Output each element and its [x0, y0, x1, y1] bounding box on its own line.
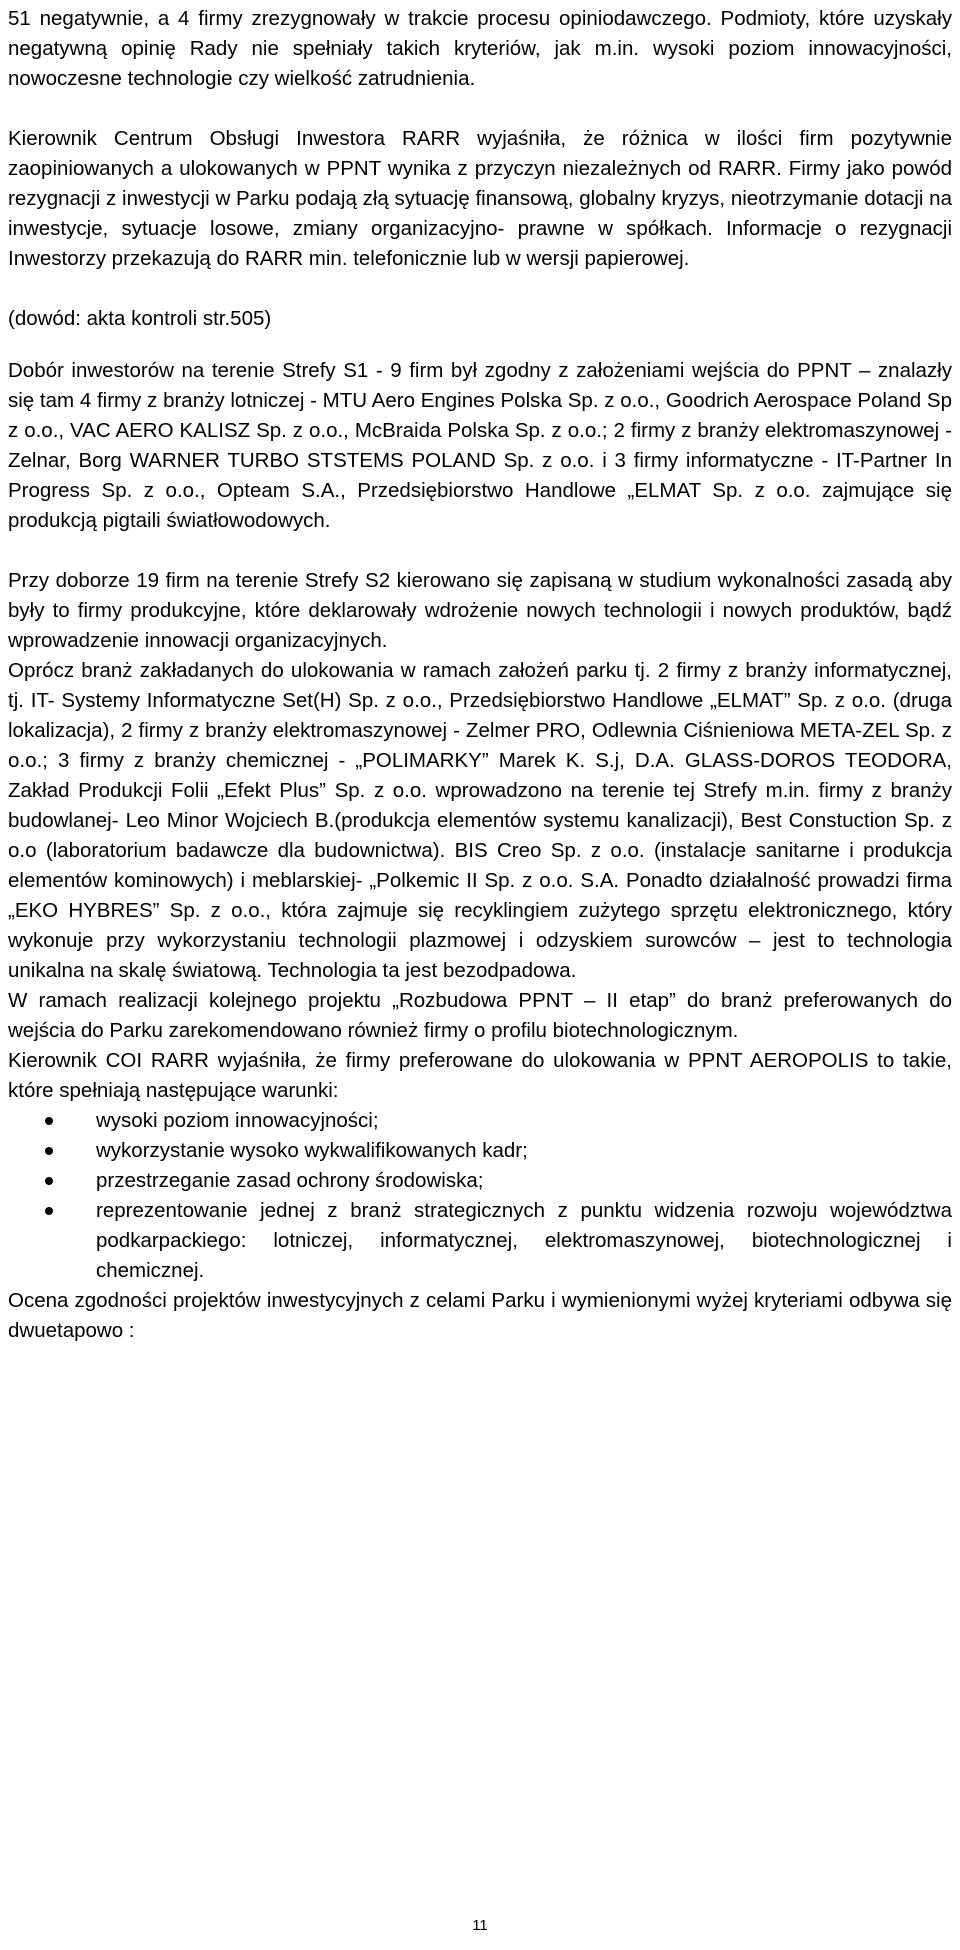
list-item: reprezentowanie jednej z branż strategicznych z punktu widzenia rozwoju województwa podkarpackiego: lotniczej, informatycznej, elektromaszynowej, biotechnologicznej i chemicznej.	[8, 1196, 952, 1286]
paragraph-opinion-results: 51 negatywnie, a 4 firmy zrezygnowały w trakcie procesu opiniodawczego. Podmioty, które uzyskały negatywną opinię Rady nie spełniały takich kryteriów, jak m.in. wysoki poziom innowacyjności, nowoczesne technologie czy wielkość zatrudnienia.	[8, 7, 952, 90]
spacer	[8, 94, 952, 124]
spacer	[8, 334, 952, 356]
paragraph-zone-s1: Dobór inwestorów na terenie Strefy S1 - 9 firm był zgodny z założeniami wejścia do PPNT – znalazły się tam 4 firmy z branży lotniczej - MTU Aero Engines Polska Sp. z o.o., Goodrich Aerospace Poland Sp z o.o., VAC AERO KALISZ Sp. z o.o., McBraida Polska Sp. z o.o.; 2 firmy z branży elektromaszynowej - Zelnar, Borg WARNER TURBO STSTEMS POLAND Sp. z o.o. i 3 firmy informatyczne - IT-Partner In Progress Sp. z o.o., Opteam S.A., Przedsiębiorstwo Handlowe „ELMAT Sp. z o.o. zajmujące się produkcją pigtaili światłowodowych.	[8, 359, 952, 532]
paragraph-zone-s2: Przy doborze 19 firm na terenie Strefy S2 kierowano się zapisaną w studium wykonalności zasadą aby były to firmy produkcyjne, które deklarowały wdrożenie nowych technologii i nowych produktów, bądź wprowadzenie innowacji organizacyjnych.	[8, 569, 952, 652]
spacer	[8, 274, 952, 304]
paragraph-preferred-conditions: Kierownik COI RARR wyjaśniła, że firmy preferowane do ulokowania w PPNT AEROPOLIS to takie, które spełniają następujące warunki:	[8, 1049, 952, 1102]
evidence-reference: (dowód: akta kontroli str.505)	[8, 307, 272, 330]
paragraph-coi-explanation: Kierownik Centrum Obsługi Inwestora RARR wyjaśniła, że różnica w ilości firm pozytywnie zaopiniowanych a ulokowanych w PPNT wynika z przyczyn niezależnych od RARR. Firmy jako powód rezygnacji z inwestycji w Parku podają złą sytuację finansową, globalny kryzys, nieotrzymanie dotacji na inwestycje, sytuacje losowe, zmiany organizacyjno- prawne w spółkach. Informacje o rezygnacji Inwestorzy przekazują do RARR min. telefonicznie lub w wersji papierowej.	[8, 127, 952, 270]
paragraph-next-project: W ramach realizacji kolejnego projektu „Rozbudowa PPNT – II etap” do branż preferowanych do wejścia do Parku zarekomendowano również firmy o profilu biotechnologicznym.	[8, 989, 952, 1042]
list-item: przestrzeganie zasad ochrony środowiska;	[8, 1166, 952, 1196]
list-item: wykorzystanie wysoko wykwalifikowanych kadr;	[8, 1136, 952, 1166]
paragraph-evaluation: Ocena zgodności projektów inwestycyjnych z celami Parku i wymienionymi wyżej kryteriami odbywa się dwuetapowo :	[8, 1289, 952, 1342]
list-item: wysoki poziom innowacyjności;	[8, 1106, 952, 1136]
page-number: 11	[472, 1917, 488, 1934]
spacer	[8, 536, 952, 566]
paragraph-industries: Oprócz branż zakładanych do ulokowania w ramach założeń parku tj. 2 firmy z branży informatycznej, tj. IT- Systemy Informatyczne Set(H) Sp. z o.o., Przedsiębiorstwo Handlowe „ELMAT” Sp. z o.o. (druga lokalizacja), 2 firmy z branży elektromaszynowej - Zelmer PRO, Odlewnia Ciśnieniowa META-ZEL Sp. z o.o.; 3 firmy z branży chemicznej - „POLIMARKY” Marek K. S.j, D.A. GLASS-DOROS TEODORA, Zakład Produkcji Folii „Efekt Plus” Sp. z o.o. wprowadzono na terenie tej Strefy m.in. firmy z branży budowlanej- Leo Minor Wojciech B.(produkcja elementów systemu kanalizacji), Best Constuction Sp. z o.o (laboratorium badawcze dla budownictwa). BIS Creo Sp. z o.o. (instalacje sanitarne i produkcja elementów kominowych) i meblarskiej- „Polkemic II Sp. z o.o. S.A. Ponadto działalność prowadzi firma „EKO HYBRES” Sp. z o.o., która zajmuje się recyklingiem zużytego sprzętu elektronicznego, który wykonuje przy wykorzystaniu technologii plazmowej i odzyskiem surowców – jest to technologia unikalna na skalę światową. Technologia ta jest bezodpadowa.	[8, 659, 952, 982]
criteria-list	[8, 1106, 952, 1286]
